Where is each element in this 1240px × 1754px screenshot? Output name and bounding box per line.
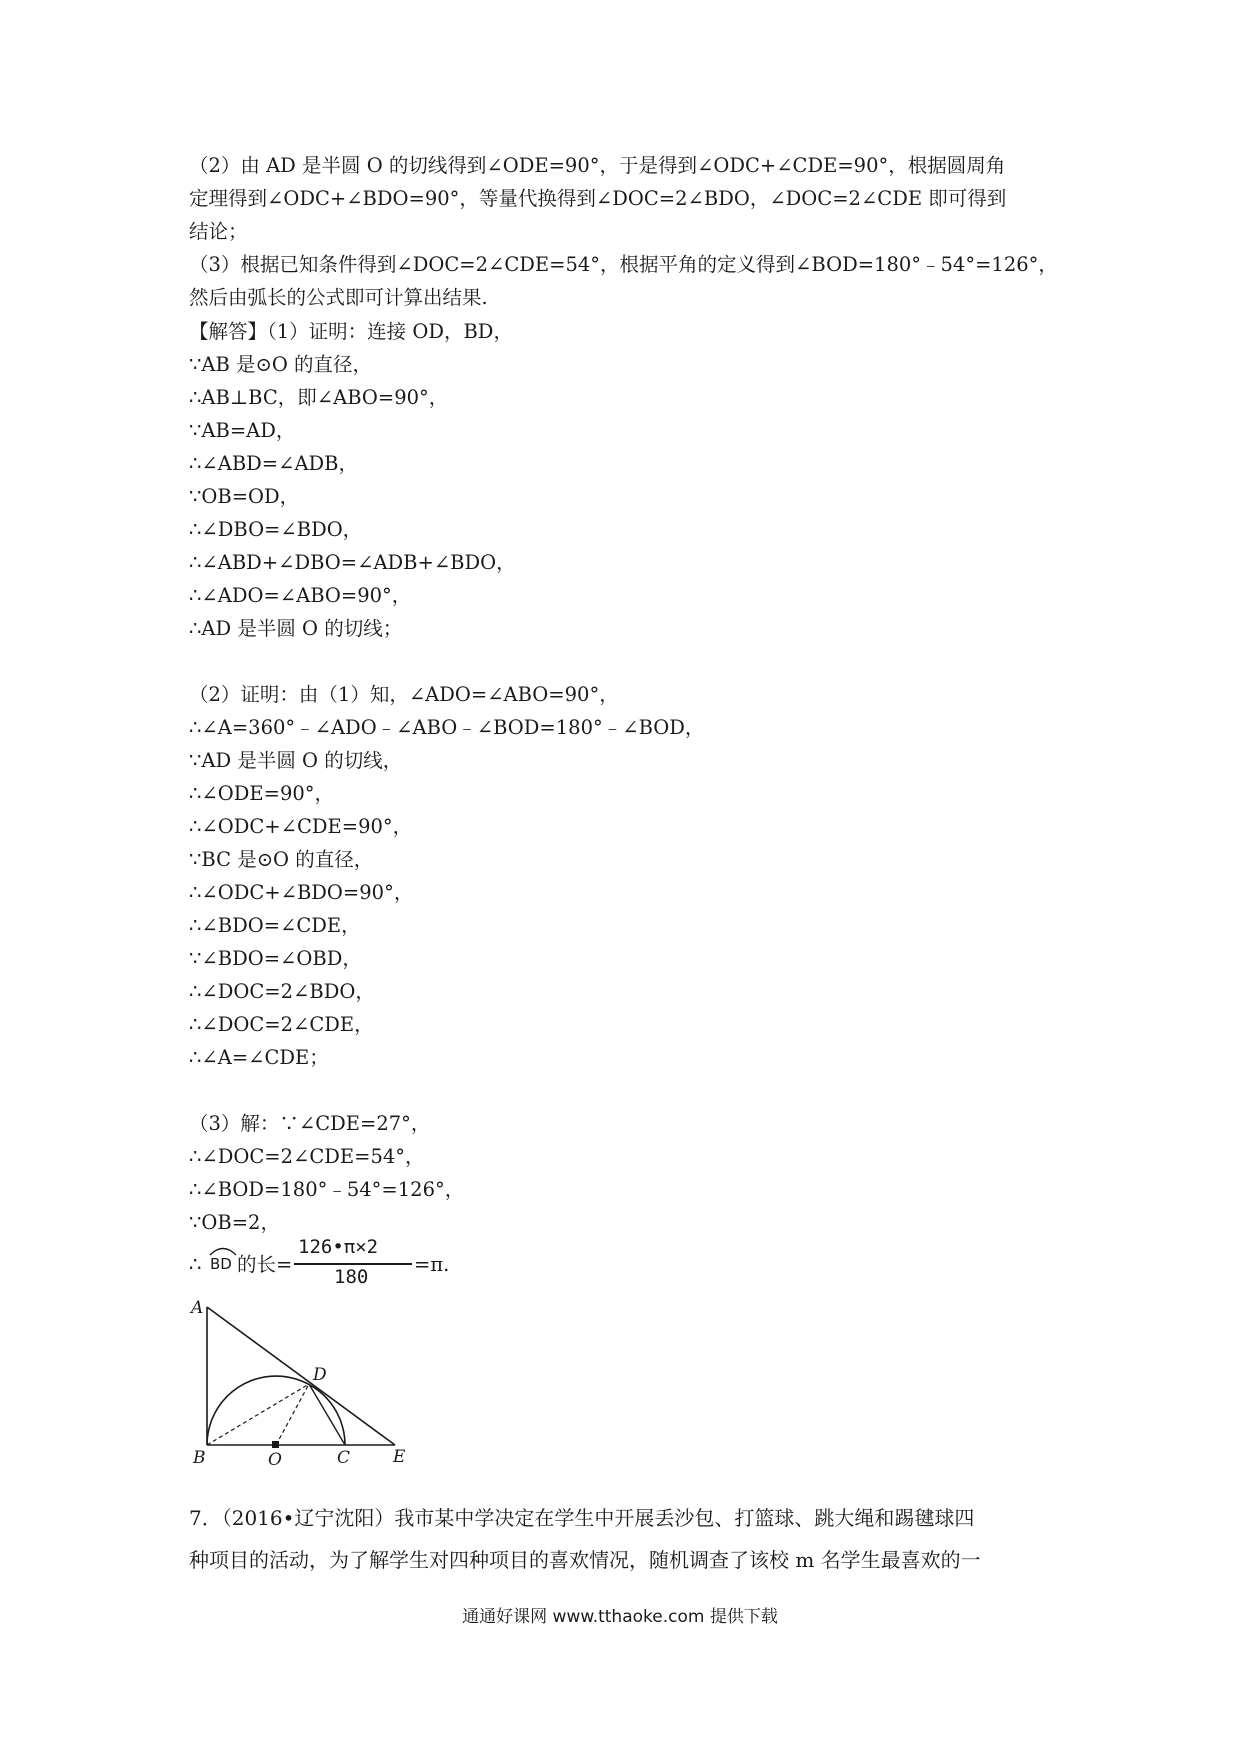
solution-line: ∵AB 是⊙O 的直径，	[189, 353, 373, 376]
solution-line: ∴∠ADO=∠ABO=90°，	[189, 584, 412, 607]
analysis-line: 然后由弧长的公式即可计算出结果.	[189, 286, 488, 309]
solution-line: ∴∠BOD=180°﹣54°=126°，	[189, 1178, 465, 1201]
solution-line: ∴∠A=360°﹣∠ADO﹣∠ABO﹣∠BOD=180°﹣∠BOD，	[189, 716, 705, 739]
segment-ae	[207, 1307, 395, 1445]
label-o: O	[268, 1450, 282, 1465]
fraction-numerator: 126•π×2	[298, 1236, 379, 1258]
solution-line: （3）解：∵∠CDE=27°，	[189, 1112, 431, 1135]
solution-line: ∴∠ODC+∠BDO=90°，	[189, 881, 414, 904]
solution-line: 【解答】（1）证明：连接 OD，BD，	[189, 320, 513, 343]
solution-line: ∴∠DOC=2∠CDE，	[189, 1013, 374, 1036]
solution-line: ∴∠ABD=∠ADB，	[189, 452, 359, 475]
solution-line: ∵BC 是⊙O 的直径，	[189, 848, 374, 871]
label-a: A	[191, 1298, 204, 1318]
analysis-line: （3）根据已知条件得到∠DOC=2∠CDE=54°，根据平角的定义得到∠BOD=180°﹣54°=126°，	[189, 253, 1058, 276]
segment-od-dashed	[276, 1384, 309, 1445]
label-b: B	[193, 1448, 206, 1465]
analysis-line: 结论；	[189, 220, 248, 243]
label-e: E	[393, 1447, 406, 1465]
arc-length-word: 的长=	[237, 1253, 293, 1276]
solution-line: ∴AD 是半圆 O 的切线；	[189, 617, 403, 640]
analysis-line: （2）由 AD 是半圆 O 的切线得到∠ODE=90°，于是得到∠ODC+∠CDE=90°，根据圆周角	[189, 154, 1006, 177]
label-c: C	[337, 1448, 351, 1465]
solution-line: ∴∠DOC=2∠CDE=54°，	[189, 1145, 425, 1168]
solution-line: ∴∠DBO=∠BDO，	[189, 518, 363, 541]
solution-line: ∴∠ODE=90°，	[189, 782, 335, 805]
arc-symbol	[208, 1244, 238, 1256]
arc-bd-label: BD	[210, 1255, 232, 1273]
solution-line: ∴∠DOC=2∠BDO，	[189, 980, 375, 1003]
fraction-denominator: 180	[334, 1266, 369, 1288]
question7-line: 种项目的活动，为了解学生对四种项目的喜欢情况，随机调查了该校 m 名学生最喜欢的一	[189, 1548, 981, 1572]
solution-line: ∵AB=AD，	[189, 419, 296, 442]
solution-line: ∴AB⊥BC，即∠ABO=90°，	[189, 386, 449, 409]
solution-line: ∴∠A=∠CDE；	[189, 1046, 329, 1069]
question7-line: 7．（2016•辽宁沈阳）我市某中学决定在学生中开展丢沙包、打篮球、跳大绳和踢毽球四	[189, 1506, 975, 1530]
solution-line: ∴∠ABD+∠DBO=∠ADB+∠BDO，	[189, 551, 516, 574]
segment-bd-dashed	[207, 1384, 309, 1445]
solution-line: ∵OB=OD，	[189, 485, 300, 508]
solution-line: ∵∠BDO=∠OBD，	[189, 947, 362, 970]
solution-line: ∵OB=2，	[189, 1211, 280, 1234]
solution-line: （2）证明：由（1）知，∠ADO=∠ABO=90°，	[189, 683, 619, 706]
fraction-bar	[294, 1263, 412, 1265]
solution-line: ∴∠BDO=∠CDE，	[189, 914, 361, 937]
center-o-dot	[272, 1441, 279, 1448]
page-footer: 通通好课网 www.tthaoke.com 提供下载	[462, 1607, 778, 1627]
solution-line: ∵AD 是半圆 O 的切线，	[189, 749, 403, 772]
solution-line: ∴∠ODC+∠CDE=90°，	[189, 815, 413, 838]
analysis-line: 定理得到∠ODC+∠BDO=90°，等量代换得到∠DOC=2∠BDO，∠DOC=2∠CDE 即可得到	[189, 187, 1007, 210]
label-d: D	[313, 1365, 327, 1385]
segment-dc	[309, 1384, 345, 1445]
therefore-symbol: ∴	[189, 1253, 202, 1276]
arc-length-result: =π.	[414, 1253, 450, 1276]
geometry-figure	[185, 1295, 415, 1465]
